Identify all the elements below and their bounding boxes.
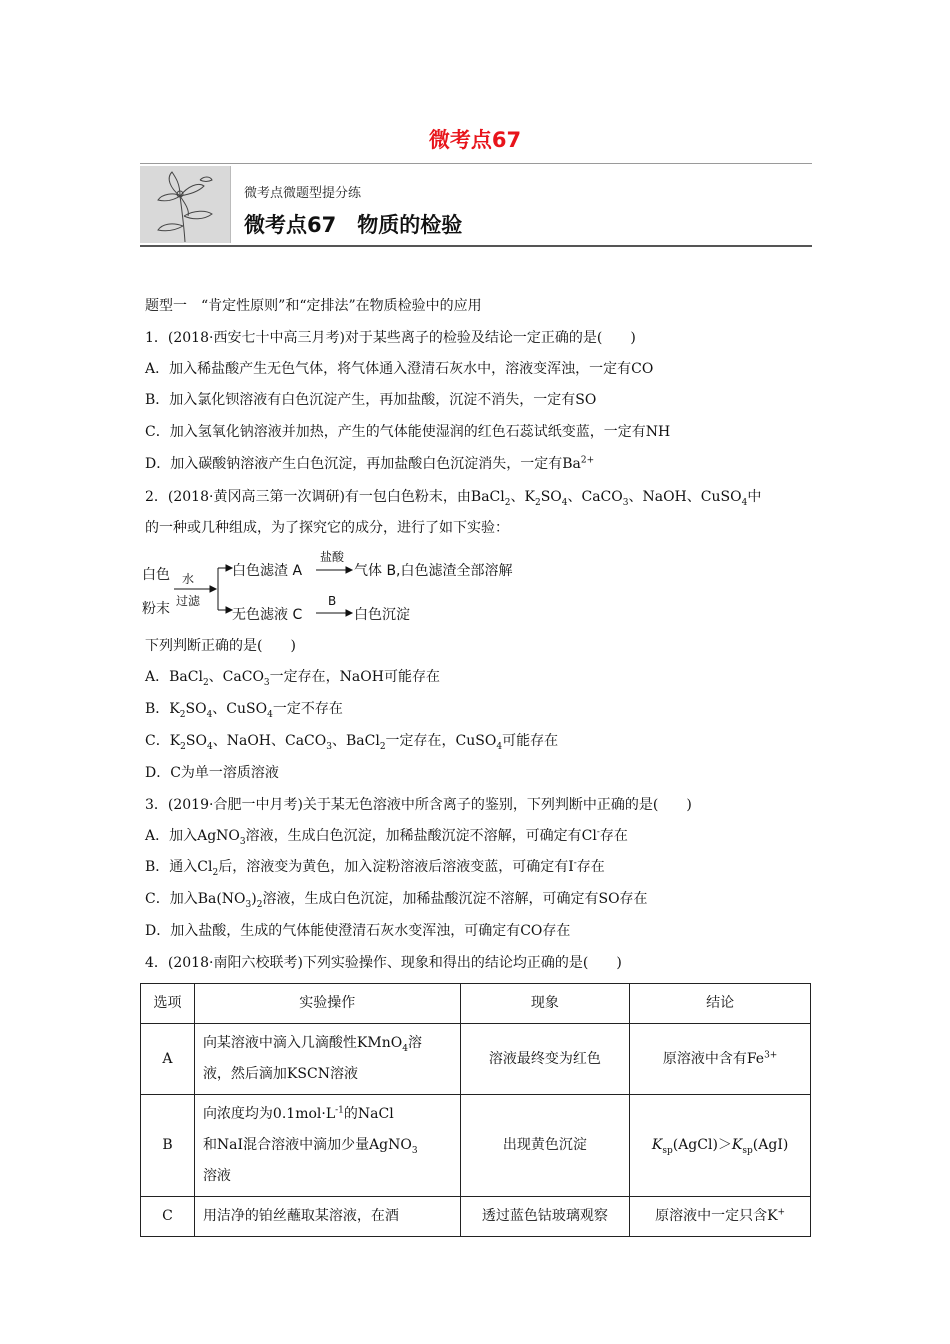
header-conclusion: 结论 — [630, 984, 811, 1024]
page-title: 微考点67 — [428, 128, 522, 152]
row-operation: 向某溶液中滴入几滴酸性KMnO$_4$溶 液，然后滴加KSCN溶液 — [194, 1024, 460, 1095]
row-phenomenon: 出现黄色沉淀 — [460, 1095, 630, 1197]
table-row — [141, 1095, 811, 1197]
q2-stem-line2: 的一种或几种组成，为了探究它的成分，进行了如下实验： — [145, 520, 509, 536]
q3-option-a: A．加入AgNO$_3$溶液，生成白色沉淀，加稀盐酸沉淀不溶解，可确定有Cl-存在 — [145, 827, 628, 847]
flow-result-c: 白色沉淀 — [354, 607, 410, 623]
q2-stem-text: 2．(2018·黄冈高三第一次调研)有一包白色粉末，由 — [145, 489, 471, 505]
q2-option-b: B．$K_2SO_4$、CuSO$_4$一定不存在 — [145, 701, 343, 720]
q3-option-b: B．通入$Cl_2$后，溶液变为黄色，加入淀粉溶液后溶液变蓝，可确定有I-存在 — [145, 858, 605, 878]
q2-option-d: D．C为单一溶质溶液 — [145, 765, 279, 781]
q3-option-c: C．加入$Ba(NO_3)_2$溶液，生成白色沉淀，加稀盐酸沉淀不溶解，可确定有SO存在 — [145, 891, 648, 910]
flow-result-a: 气体 B,白色滤渣全部溶解 — [354, 563, 513, 579]
conclusion-text: 原溶液中含有Fe — [662, 1050, 765, 1067]
row-operation: 用洁净的铂丝蘸取某溶液，在酒 — [194, 1197, 460, 1237]
row-option: A — [141, 1024, 195, 1095]
flower-illustration — [140, 166, 231, 243]
header-operation: 实验操作 — [194, 984, 460, 1024]
q4-stem: 4．(2018·南阳六校联考)下列实验操作、现象和得出的结论均正确的是( ) — [145, 955, 622, 971]
flow-reagent-a: 盐酸 — [320, 550, 345, 564]
table-row — [141, 1024, 811, 1095]
q3-option-d: D．加入盐酸，生成的气体能使澄清石灰水变浑浊，可确定有CO存在 — [145, 923, 571, 939]
row-option: C — [141, 1197, 195, 1237]
q2-chemicals: BaCl$_2$、$K_2SO_4$、CaCO$_3$、NaOH、CuSO$_4$ — [470, 489, 748, 508]
header-phenomenon: 现象 — [460, 984, 630, 1024]
q2-flow-diagram — [140, 552, 560, 630]
row-conclusion — [630, 1024, 811, 1095]
flow-step-top: 水 — [182, 572, 195, 586]
q1-option-a: A．加入稀盐酸产生无色气体，将气体通入澄清石灰水中，溶液变浑浊，一定有CO — [145, 361, 654, 377]
row-phenomenon: 溶液最终变为红色 — [460, 1024, 630, 1095]
banner-title: 微考点67 物质的检验 — [244, 213, 463, 237]
ion-charge: + — [777, 1207, 786, 1218]
ion-charge: 3+ — [764, 1049, 778, 1060]
row-conclusion — [630, 1197, 811, 1237]
row-phenomenon: 透过蓝色钴玻璃观察 — [460, 1197, 630, 1237]
flow-start-bottom: 粉末 — [142, 601, 170, 617]
banner-subtitle: 微考点微题型提分练 — [244, 186, 362, 201]
q2-stem-end: 中 — [747, 489, 762, 505]
q2-prompt: 下列判断正确的是( ) — [145, 638, 296, 654]
row-conclusion: $K_{sp}(AgCl)>K_{sp}(AgI)$ — [630, 1095, 811, 1197]
flow-step-bottom: 过滤 — [176, 594, 201, 608]
q1-option-d-text: D．加入碳酸钠溶液产生白色沉淀，再加盐酸白色沉淀消失，一定有Ba — [145, 456, 581, 472]
ion-charge: 2+ — [580, 455, 595, 466]
q4-table — [140, 983, 811, 1237]
section-heading: 题型一 “肯定性原则”和“定排法”在物质检验中的应用 — [145, 298, 482, 314]
row-option: B — [141, 1095, 195, 1197]
header-option: 选项 — [141, 984, 195, 1024]
q2-option-a: A．BaCl$_2$、CaCO$_3$一定存在，NaOH可能存在 — [145, 669, 440, 688]
row-operation: 向浓度均为$0.1mol\cdot L^{-1}$的NaCl 和NaI混合溶液中滴加少量AgNO$_3$ 溶液 — [194, 1095, 460, 1197]
table-header-row — [141, 984, 811, 1024]
flow-reagent-c: B — [328, 594, 337, 608]
q1-option-d — [145, 454, 594, 474]
flow-start-top: 白色 — [142, 567, 170, 583]
q1-option-c: C．加入氢氧化钠溶液并加热，产生的气体能使湿润的红色石蕊试纸变蓝，一定有NH — [145, 424, 671, 440]
flow-branch-a: 白色滤渣 A — [232, 563, 303, 579]
title-banner — [140, 163, 812, 247]
conclusion-text: 原溶液中一定只含K — [655, 1208, 778, 1224]
q1-option-b: B．加入氯化钡溶液有白色沉淀产生，再加盐酸，沉淀不消失，一定有SO — [145, 392, 597, 408]
q3-stem: 3．(2019·合肥一中月考)关于某无色溶液中所含离子的鉴别，下列判断中正确的是( ) — [145, 797, 692, 813]
flow-branch-c: 无色滤液 C — [232, 607, 303, 623]
q1-stem: 1．(2018·西安七十中高三月考)对于某些离子的检验及结论一定正确的是( ) — [145, 330, 636, 346]
table-row — [141, 1197, 811, 1237]
q2-stem — [145, 487, 761, 507]
q2-option-c: C．$K_2SO_4$、NaOH、CaCO$_3$、BaCl$_2$一定存在，CuSO$_4$可能存在 — [145, 733, 559, 752]
